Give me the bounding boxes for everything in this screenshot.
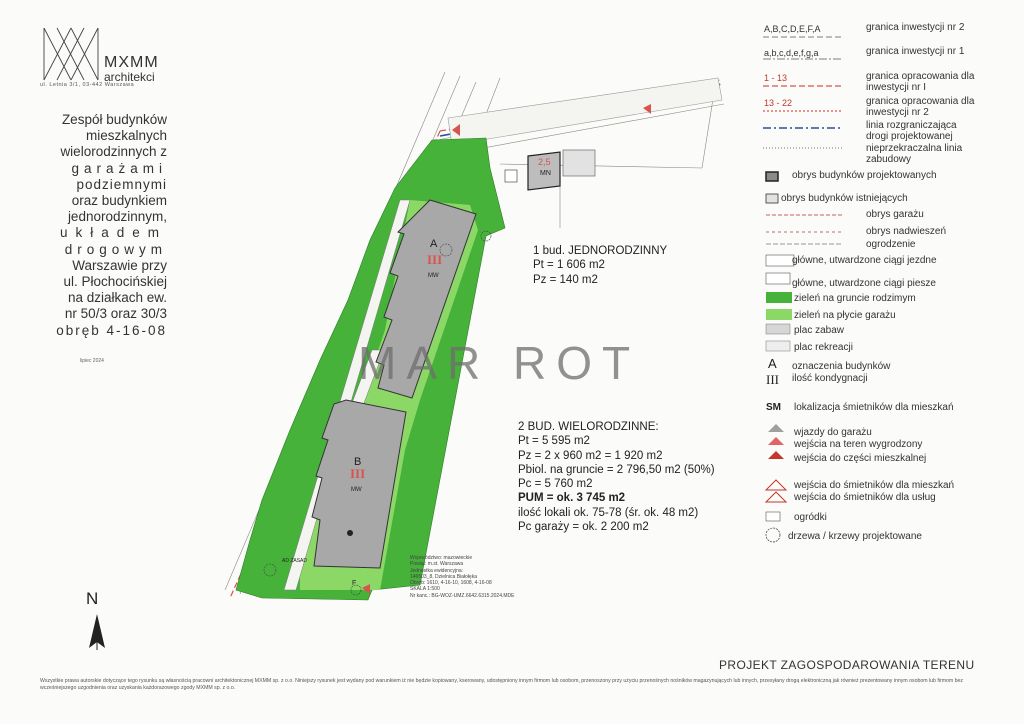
building-b-letter: B (354, 456, 362, 468)
cadastral-metadata (410, 555, 514, 599)
copyright-footer: Wszystkie prawa autorskie dotyczące tego rysunku są własnością pracowni architektonicznej MXMM sp. z o.o. Niniejszy rysunek jest wydany pod warunkiem iż nie będzie kopiowany, kserowany, udostępniony innym firmom lub osobom, przenoszony przy użyciu przenośnych nośników magazynujących lub innych, przesyłany drogą elektroniczną jak również prezentowany innym osobom lub firmom bez wcześniejszego uzgodnienia oraz uzyskania każdorazowego zgody MXMM sp. z o.o. (40, 678, 964, 691)
title-line: ul. Płochocińskiej (63, 274, 167, 290)
mxmm-logo-mark (40, 26, 102, 82)
title-line: układem (59, 225, 167, 241)
meta-line: Jednostka ewidencyjna: (410, 567, 464, 574)
multi-family-pz: Pz = 2 x 960 m2 = 1 920 m2 (518, 449, 663, 462)
building-a-label: MW (428, 273, 439, 279)
legend-item: wjazdy do garażu (794, 427, 872, 438)
legend-item: wejścia na teren wygrodzony (794, 439, 923, 450)
legend-symbol-floors: III (766, 372, 779, 387)
legend-item: obrys budynków istniejących (781, 193, 908, 204)
legend-code-inv2: A,B,C,D,E,F,A (764, 24, 821, 34)
legend-item: ogródki (794, 512, 827, 523)
legend-item: zieleń na płycie garażu (794, 310, 896, 321)
legend-item: granica opracowania dla inwestycji nr 2 (866, 96, 975, 118)
legend-code-inv1: a,b,c,d,e,f,g,a (764, 48, 819, 58)
legend-item: ogrodzenie (866, 239, 916, 250)
title-line: obręb 4-16-08 (56, 322, 167, 338)
title-line: Warszawie przy (72, 257, 167, 273)
meta-line: SKALA 1:500 (410, 586, 440, 593)
house-label: MN (540, 170, 551, 177)
multi-family-pt: Pt = 5 595 m2 (518, 435, 590, 448)
meta-line: Obręb: 1610, 4-16-10, 1608, 4-16-08 (410, 580, 492, 587)
meta-line: Powiat: m.st. Warszawa (410, 561, 464, 568)
legend-item: obrys nadwieszeń (866, 226, 947, 237)
house-floors: 2,5 (538, 157, 551, 167)
single-family-info (533, 244, 667, 287)
multi-family-info (518, 420, 715, 534)
title-line: podziemnymi (76, 176, 167, 192)
meta-line: 146503_8, Dzielnica Białołęka (410, 573, 477, 580)
road-area (448, 78, 722, 145)
logo-subtitle: architekci (104, 70, 155, 84)
title-line: drogowym (64, 241, 167, 257)
title-line: jednorodzinnym, (67, 209, 167, 225)
watermark: MAR ROT (358, 337, 641, 389)
single-family-pz: Pz = 140 m2 (533, 273, 598, 286)
legend-symbols (763, 37, 843, 542)
legend-item: plac zabaw (794, 325, 845, 336)
multi-family-lokale: ilość lokali ok. 75-78 (śr. ok. 48 m2) (518, 506, 699, 519)
multi-family-pc: Pc = 5 760 m2 (518, 478, 593, 491)
legend-item: drzewa / krzewy projektowane (788, 531, 922, 542)
multi-family-pbiol: Pbiol. na gruncie = 2 796,50 m2 (50%) (518, 463, 715, 476)
legend-code-area1: 1 - 13 (764, 73, 788, 83)
title-line: oraz budynkiem (71, 193, 167, 209)
existing-building (563, 150, 595, 176)
legend-item: główne, utwardzone ciągi jezdne (792, 255, 937, 266)
title-line: na działkach ew. (67, 290, 167, 306)
legend-item: plac rekreacji (794, 342, 853, 353)
point-marker (347, 530, 353, 536)
entry-label: F (352, 580, 357, 587)
project-title: PROJEKT ZAGOSPODAROWANIA TERENU (719, 658, 975, 672)
legend-item: nieprzekraczalna linia zabudowy (866, 143, 963, 165)
legend-symbol-sm: SM (766, 402, 781, 413)
legend-symbol-a: A (768, 356, 777, 371)
legend-item: główne, utwardzone ciągi piesze (792, 278, 936, 289)
legend-item: wejścia do śmietników dla usług (794, 492, 936, 503)
title-line: wielorodzinnych z (60, 144, 167, 160)
legend-item: ilość kondygnacji (792, 373, 868, 384)
legend-item: granica inwestycji nr 1 (866, 46, 965, 57)
title-line: nr 50/3 oraz 30/3 (64, 306, 167, 322)
meta-line: Nr kanc.: BG-WOZ-UMZ.6642.6315.2024.MDE (410, 592, 515, 599)
multi-family-garaze: Pc garaży = ok. 2 200 m2 (518, 521, 649, 534)
building-a-floors: III (427, 252, 443, 267)
legend-item: granica opracowania dla inwestycji nr I (866, 71, 975, 93)
legend-item: linia rozgraniczająca drogi projektowanej (866, 120, 957, 142)
legend-item: obrys garażu (866, 209, 924, 220)
legend-item: granica inwestycji nr 2 (866, 22, 965, 33)
north-arrow (89, 614, 105, 650)
building-b-label: MW (351, 487, 362, 493)
title-line: mieszkalnych (85, 128, 167, 144)
logo-name: MXMM (104, 54, 159, 71)
sm-marker (505, 170, 517, 182)
date-label: lipiec 2024 (80, 358, 104, 364)
legend-item: lokalizacja śmietników dla mieszkań (794, 402, 954, 413)
multi-family-heading: 2 BUD. WIELORODZINNE: (518, 421, 659, 433)
title-line: garażami (71, 160, 167, 176)
single-family-heading: 1 bud. JEDNORODZINNY (533, 245, 668, 257)
north-label: N (86, 589, 99, 608)
meta-line: Województwo: mazowieckie (410, 555, 473, 561)
road-label: AD ZASAD (282, 558, 308, 564)
legend-code-area2: 13 - 22 (764, 98, 793, 108)
logo-address: ul. Letnia 3/1, 03-442 Warszawa (40, 82, 135, 88)
legend-item: obrys budynków projektowanych (792, 170, 937, 181)
project-description (22, 112, 167, 339)
legend-item: zieleń na gruncie rodzimym (794, 293, 916, 304)
building-b-floors: III (350, 466, 366, 481)
legend-item: oznaczenia budynków (792, 361, 891, 372)
building-a-letter: A (430, 238, 438, 250)
legend-item: wejścia do części mieszkalnej (794, 453, 927, 464)
title-line: Zespół budynków (61, 112, 167, 127)
multi-family-pum: PUM = ok. 3 745 m2 (518, 492, 626, 505)
single-family-pt: Pt = 1 606 m2 (533, 259, 605, 272)
legend-item: wejścia do śmietników dla mieszkań (794, 480, 955, 491)
